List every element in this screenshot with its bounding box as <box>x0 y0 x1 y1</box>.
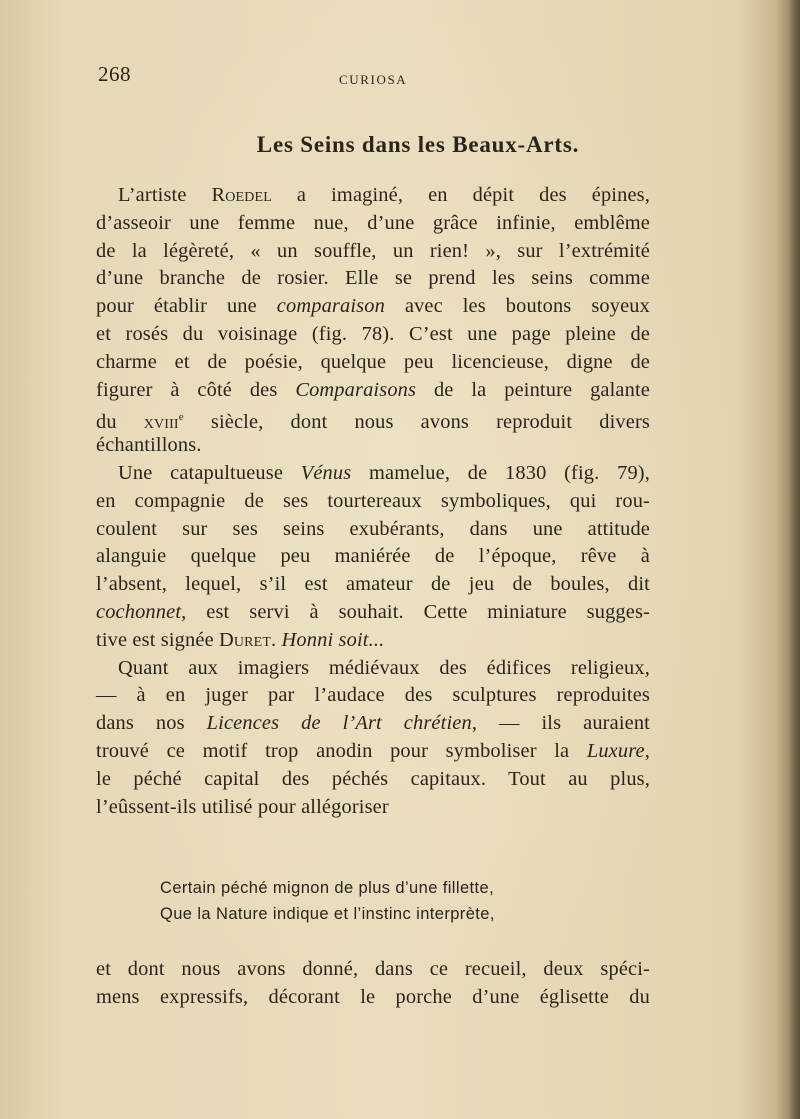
text-line: d’une branche de rosier. Elle se prend les seins comme <box>96 267 650 290</box>
body-text <box>96 182 650 821</box>
text-line: — à en juger par l’audace des sculptures reproduites <box>96 684 650 707</box>
page-gutter-shadow <box>788 0 800 1119</box>
text-line: coulent sur ses seins exubérants, dans une attitude <box>96 517 650 540</box>
text-line: en compagnie de ses tourtereaux symboliques, qui rou- <box>96 489 650 512</box>
text-line: échantillons. <box>96 434 202 457</box>
text-line: l’eûssent-ils utilisé pour allégoriser <box>96 795 389 818</box>
text-line: l’absent, lequel, s’il est amateur de jeu de boules, dit <box>96 573 650 596</box>
text-line: dans nos Licences de l’Art chrétien, — ils auraient <box>96 712 650 735</box>
text-line: du xviii$^e$ siècle, dont nous avons reproduit divers <box>96 411 650 434</box>
text-line: L’artiste Roedel a imaginé, en dépit des épines, <box>118 184 651 206</box>
text-line: de la légèreté, « un souffle, un rien! », sur l’extrémité <box>96 239 650 262</box>
text-line: Quant aux imagiers médiévaux des édifices religieux, <box>118 656 650 679</box>
text-line: alanguie quelque peu maniérée de l’époque, rêve à <box>96 545 650 568</box>
text-line: Une catapultueuse Vénus mamelue, de 1830 (fig. 79), <box>118 461 650 484</box>
text-line: tive est signée Duret. Honni soit... <box>96 628 385 651</box>
verse-quote <box>160 875 620 927</box>
text-line: pour établir une comparaison avec les boutons soyeux <box>96 295 650 318</box>
text-line: le péché capital des péchés capitaux. Tout au plus, <box>96 767 650 790</box>
page-header <box>98 62 650 92</box>
text-line: et rosés du voisinage (fig. 78). C’est une page pleine de <box>96 322 650 345</box>
verse-line: Que la Nature indique et l’instinc interprète, <box>160 905 495 923</box>
closing-text <box>96 955 650 1011</box>
text-line: trouvé ce motif trop anodin pour symboliser la Luxure, <box>96 739 650 762</box>
section-title <box>0 132 800 158</box>
text-line: cochonnet, est servi à souhait. Cette miniature sugges- <box>96 600 650 623</box>
page-number: 268 <box>98 62 131 86</box>
text-line: et dont nous avons donné, dans ce recueil, deux spéci- <box>96 958 650 980</box>
section-title-text: Les Seins dans les Beaux-Arts. <box>256 132 580 157</box>
verse-line: Certain péché mignon de plus d’une fillette, <box>160 879 495 897</box>
running-title: CURIOSA <box>339 72 408 87</box>
text-line: charme et de poésie, quelque peu licencieuse, digne de <box>96 350 650 373</box>
text-line: figurer à côté des Comparaisons de la peinture galante <box>96 378 650 401</box>
text-line: d’asseoir une femme nue, d’une grâce infinie, emblême <box>96 211 650 234</box>
text-line: mens expressifs, décorant le porche d’une églisette du <box>96 985 650 1008</box>
